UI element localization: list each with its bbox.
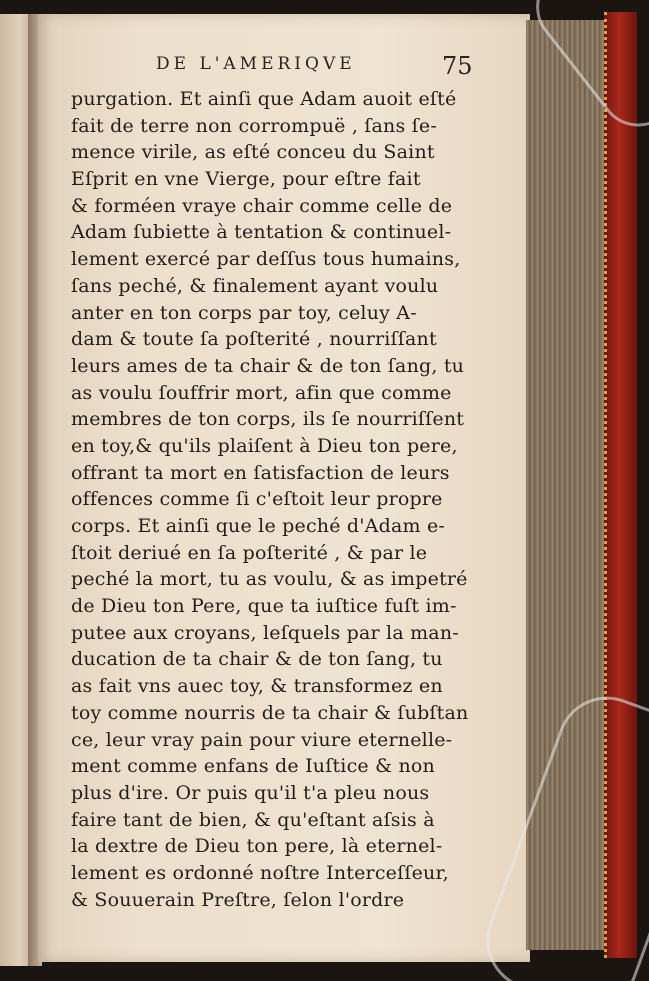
text-line: ſtoit deriué en ſa poſterité , & par le <box>71 541 428 564</box>
text-line: offences comme ſi c'eſtoit leur propre <box>71 488 443 511</box>
text-line: purgation. Et ainſi que Adam auoit eſté <box>71 88 457 110</box>
text-line: dam & toute ſa poſterité , nourriſſant <box>71 328 437 351</box>
running-head: DE L'AMERIQVE <box>156 54 356 74</box>
text-line: plus d'ire. Or puis qu'il t'a pleu nous <box>71 781 430 804</box>
text-line: anter en ton corps par toy, celuy A- <box>71 301 417 324</box>
text-line: Adam ſubiette à tentation & continuel- <box>71 221 452 244</box>
page-number: 75 <box>442 52 473 80</box>
text-line: faire tant de bien, & qu'eſtant aſsis à <box>71 808 435 831</box>
text-line: ſans peché, & finalement ayant voulu <box>71 274 439 297</box>
text-line: offrant ta mort en ſatisfaction de leurs <box>71 461 450 484</box>
text-line: putee aux croyans, leſquels par la man- <box>71 621 459 644</box>
text-line: ment comme enfans de Iuſtice & non <box>71 755 435 778</box>
text-line: Eſprit en vne Vierge, pour eſtre fait <box>71 168 421 191</box>
text-line: & forméen vraye chair comme celle de <box>71 194 453 217</box>
text-line: leurs ames de ta chair & de ton ſang, tu <box>71 354 465 377</box>
text-line: ce, leur vray pain pour viure eternelle- <box>71 728 453 751</box>
text-line: lement es ordonné noſtre Interceſſeur, <box>71 861 449 884</box>
text-line: toy comme nourris de ta chair & ſubſtan <box>71 701 469 724</box>
text-line: mence virile, as eſté conceu du Saint <box>71 141 435 164</box>
page-text <box>71 86 471 913</box>
text-line: lement exercé par deſſus tous humains, <box>71 248 461 271</box>
text-line: corps. Et ainſi que le peché d'Adam e- <box>71 515 446 537</box>
text-line: de Dieu ton Pere, que ta iuſtice fuſt im- <box>71 595 457 618</box>
text-line: & Souuerain Preſtre, ſelon l'ordre <box>71 888 405 911</box>
book-page <box>38 14 530 962</box>
text-line: ducation de ta chair & de ton ſang, tu <box>71 648 443 671</box>
text-line: peché la mort, tu as voulu, & as impetré <box>71 568 468 591</box>
text-line: en toy,& qu'ils plaiſent à Dieu ton pere, <box>71 434 458 457</box>
text-line: fait de terre non corrompuë , ſans ſe- <box>71 114 437 137</box>
text-line: la dextre de Dieu ton pere, là eternel- <box>71 835 443 858</box>
text-line: as fait vns auec toy, & transformez en <box>71 675 443 698</box>
text-line: membres de ton corps, ils ſe nourriſſent <box>71 408 465 431</box>
text-line: as voulu ſouffrir mort, afin que comme <box>71 381 452 404</box>
